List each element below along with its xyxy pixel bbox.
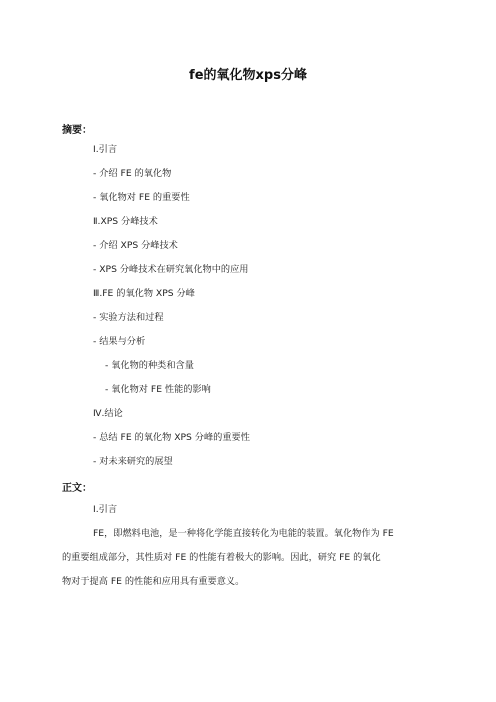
- outline-item: - 实验方法和过程: [93, 312, 164, 323]
- outline-section-3: Ⅲ.FE 的氧化物 XPS 分峰: [93, 288, 195, 299]
- document-title: fe的氧化物xps分峰: [189, 68, 307, 83]
- outline-section-1: Ⅰ.引言: [93, 144, 118, 155]
- outline-section-4: Ⅳ.结论: [93, 408, 123, 419]
- body-paragraph-line: 的重要组成部分，其性质对 FE 的性能有着极大的影响。因此，研究 FE 的氧化: [62, 552, 381, 563]
- body-paragraph-line: 物对于提高 FE 的性能和应用具有重要意义。: [62, 576, 245, 587]
- outline-subitem: - 氧化物的种类和含量: [105, 360, 194, 371]
- outline-item: - 对未来研究的展望: [93, 456, 173, 467]
- body-section-title: Ⅰ.引言: [93, 504, 118, 515]
- abstract-heading: 摘要：: [62, 125, 92, 136]
- outline-section-2: Ⅱ.XPS 分峰技术: [93, 216, 158, 227]
- outline-item: - 介绍 FE 的氧化物: [93, 168, 172, 179]
- outline-item: - 总结 FE 的氧化物 XPS 分峰的重要性: [93, 432, 250, 443]
- outline-item: - XPS 分峰技术在研究氧化物中的应用: [93, 264, 249, 275]
- outline-item: - 氧化物对 FE 的重要性: [93, 192, 190, 203]
- outline-item: - 介绍 XPS 分峰技术: [93, 240, 178, 251]
- body-paragraph-line: FE，即燃料电池，是一种将化学能直接转化为电能的装置。氧化物作为 FE: [93, 528, 394, 539]
- outline-item: - 结果与分析: [93, 336, 146, 347]
- outline-subitem: - 氧化物对 FE 性能的影响: [105, 384, 211, 395]
- body-heading: 正文：: [62, 483, 92, 494]
